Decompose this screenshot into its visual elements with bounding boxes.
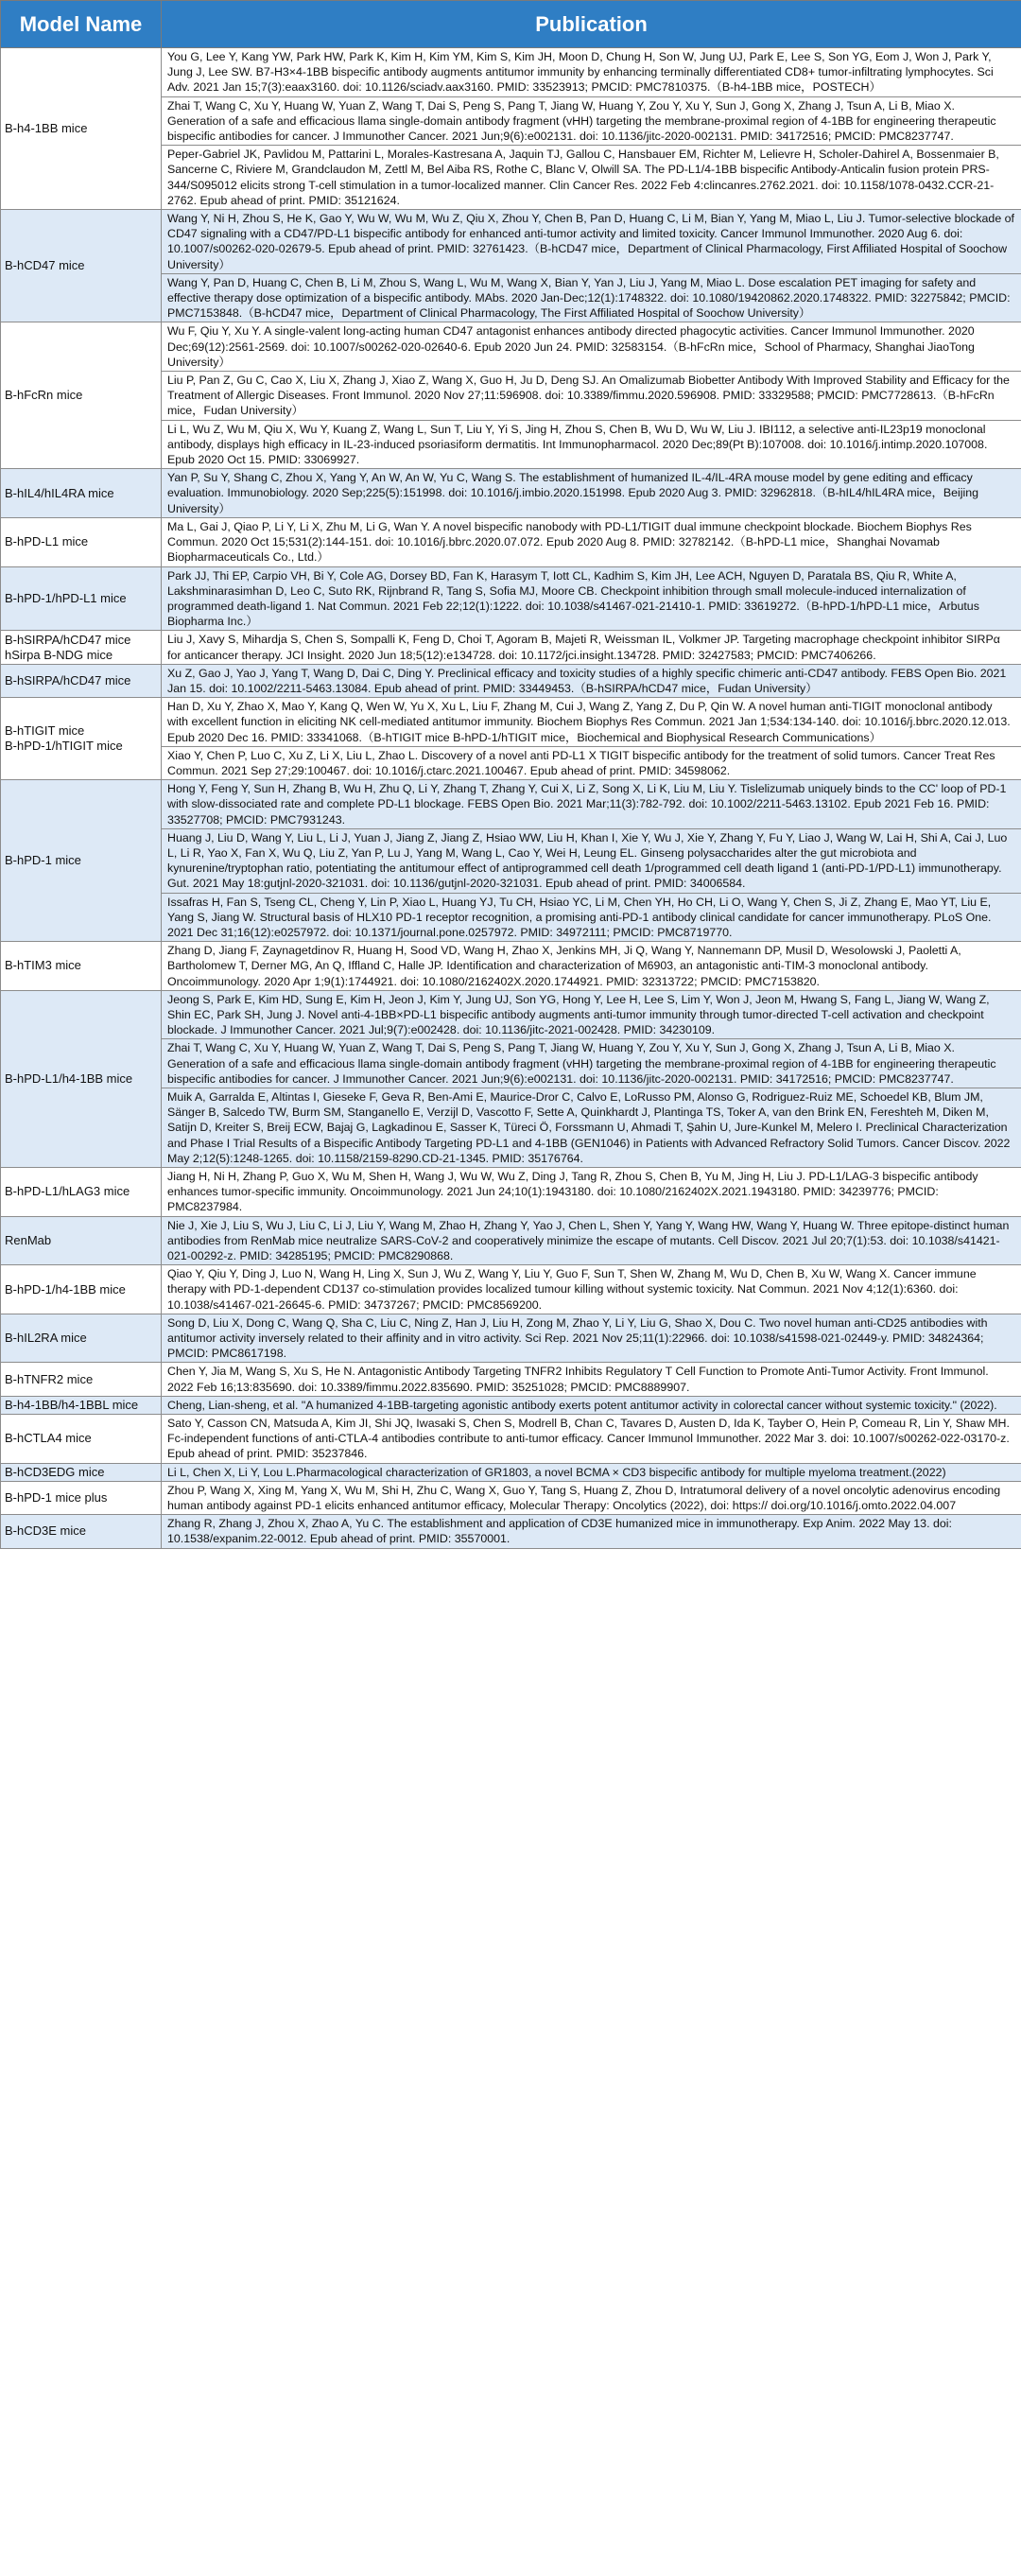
model-name-cell: B-hPD-L1/hLAG3 mice <box>1 1168 162 1217</box>
table-row <box>1 469 1021 518</box>
table-row <box>1 210 1021 274</box>
table-row <box>1 1396 1021 1414</box>
header-row <box>1 1 1021 48</box>
model-name-cell: B-hTIM3 mice <box>1 942 162 991</box>
model-name-cell: B-hIL2RA mice <box>1 1314 162 1363</box>
publication-cell: Cheng, Lian-sheng, et al. "A humanized 4-1BB-targeting agonistic antibody exerts potent antitumor activity in colorectal cancer without systemic toxicity." (2022). <box>162 1396 1021 1414</box>
publication-cell: Song D, Liu X, Dong C, Wang Q, Sha C, Liu C, Ning Z, Han J, Liu H, Zong M, Zhao Y, Li Y, Liu G, Shao X, Dou C. Two novel human anti-CD25 antibodies with antitumor activity inversely related to their affinity and in vitro activity. Sci Rep. 2021 Nov 25;11(1):22966. doi: 10.1038/s41598-021-02449-y. PMID: 34824364; PMCID: PMC8617198. <box>162 1314 1021 1363</box>
table-row <box>1 1216 1021 1265</box>
model-name-cell: B-hPD-1 mice <box>1 780 162 942</box>
publication-cell: Huang J, Liu D, Wang Y, Liu L, Li J, Yuan J, Jiang Z, Jiang Z, Hsiao WW, Liu H, Khan I, Xie Y, Wu J, Xie Y, Zhang Y, Fu Y, Liao J, Wang W, Lai H, Shi A, Cai J, Luo L, Li R, Yao X, Fan X, Wu Q, Liu Z, Yan P, Lu J, Yang M, Wang L, Cao Y, Wei H, Leung EL. Ginseng polysaccharides alter the gut microbiota and kynurenine/tryptophan ratio, potentiating the antitumour effect of antiprogrammed cell death 1/programmed cell death ligand 1 (anti-PD-1/PD-L1) immunotherapy. Gut. 2021 May 18:gutjnl-2020-321031. doi: 10.1136/gutjnl-2020-321031. Epub ahead of print. PMID: 34006584. <box>162 828 1021 893</box>
publication-cell: Nie J, Xie J, Liu S, Wu J, Liu C, Li J, Liu Y, Wang M, Zhao H, Zhang Y, Yao J, Chen L, Shen Y, Yang Y, Wang HW, Wang Y, Huang W. Three epitope-distinct human antibodies from RenMab mice neutralize SARS-CoV-2 and cooperatively minimize the escape of mutants. Cell Discov. 2021 Jul 20;7(1):53. doi: 10.1038/s41421-021-00292-z. PMID: 34285195; PMCID: PMC8290868. <box>162 1216 1021 1265</box>
table-row <box>1 566 1021 631</box>
publication-cell: Li L, Wu Z, Wu M, Qiu X, Wu Y, Kuang Z, Wang L, Sun T, Liu Y, Yi S, Jing H, Zhou S, Chen B, Wu D, Wu W, Liu J. IBI112, a selective anti-IL23p19 monoclonal antibody, displays high efficacy in IL-23-induced psoriasiform dermatitis. Int Immunopharmacol. 2020 Dec;89(Pt B):107008. doi: 10.1016/j.intimp.2020.107008. Epub 2020 Oct 15. PMID: 33069927. <box>162 420 1021 469</box>
table-row <box>1 1265 1021 1314</box>
table-row <box>1 698 1021 747</box>
publication-cell: Park JJ, Thi EP, Carpio VH, Bi Y, Cole AG, Dorsey BD, Fan K, Harasym T, Iott CL, Kadhim S, Kim JH, Lee ACH, Nguyen D, Paratala BS, Qiu R, White A, Lakshminarasimhan D, Leo C, Suto RK, Rijnbrand R, Tang S, Sofia MJ, Moore CB. Checkpoint inhibition through small molecule-induced internalization of programmed death-ligand 1. Nat Commun. 2021 Feb 22;12(1):1222. doi: 10.1038/s41467-021-21410-1. PMID: 33619272.（B-hPD-1/hPD-L1 mice，Arbutus Biopharma Inc.） <box>162 566 1021 631</box>
model-name-cell: B-hPD-L1 mice <box>1 517 162 566</box>
model-name-cell: B-hPD-1/hPD-L1 mice <box>1 566 162 631</box>
publication-cell: Chen Y, Jia M, Wang S, Xu S, He N. Antagonistic Antibody Targeting TNFR2 Inhibits Regulatory T Cell Function to Promote Anti-Tumor Activity. Front Immunol. 2022 Feb 16;13:835690. doi: 10.3389/fimmu.2022.835690. PMID: 35251028; PMCID: PMC8889907. <box>162 1363 1021 1396</box>
table-row <box>1 990 1021 1039</box>
table-row <box>1 942 1021 991</box>
table-row <box>1 1363 1021 1396</box>
model-name-cell: B-hTNFR2 mice <box>1 1363 162 1396</box>
publication-cell: Liu P, Pan Z, Gu C, Cao X, Liu X, Zhang J, Xiao Z, Wang X, Guo H, Ju D, Deng SJ. An Omalizumab Biobetter Antibody With Improved Stability and Efficacy for the Treatment of Allergic Diseases. Front Immunol. 2020 Nov 27;11:596908. doi: 10.3389/fimmu.2020.596908. PMID: 33329588; PMCID: PMC7728613.（B-hFcRn mice，Fudan University） <box>162 372 1021 421</box>
model-name-cell: B-hIL4/hIL4RA mice <box>1 469 162 518</box>
model-name-cell: B-hPD-1/h4-1BB mice <box>1 1265 162 1314</box>
table-row <box>1 1314 1021 1363</box>
publication-cell: Hong Y, Feng Y, Sun H, Zhang B, Wu H, Zhu Q, Li Y, Zhang T, Zhang Y, Cui X, Li Z, Song X, Li K, Liu M, Liu Y. Tislelizumab uniquely binds to the CC' loop of PD-1 with slow-dissociated rate and complete PD-L1 blockage. FEBS Open Bio. 2021 Mar;11(3):782-792. doi: 10.1002/2211-5463.13102. Epub 2021 Feb 16. PMID: 33527708; PMCID: PMC7931243. <box>162 780 1021 829</box>
model-name-cell: B-hSIRPA/hCD47 mice <box>1 664 162 697</box>
publication-cell: Wang Y, Pan D, Huang C, Chen B, Li M, Zhou S, Wang L, Wu M, Wang X, Bian Y, Yan J, Liu J, Yang M, Miao L. Dose escalation PET imaging for safety and effective therapy dose optimization of a bispecific antibody. MAbs. 2020 Jan-Dec;12(1):1748322. doi: 10.1080/19420862.2020.1748322. PMID: 32275842; PMCID: PMC7153848.（B-hCD47 mice，Department of Clinical Pharmacology, The First Affiliated Hospital of Soochow University） <box>162 273 1021 322</box>
publication-cell: Qiao Y, Qiu Y, Ding J, Luo N, Wang H, Ling X, Sun J, Wu Z, Wang Y, Liu Y, Guo F, Sun T, Shen W, Zhang M, Wu D, Chen B, Xu W, Wang X. Cancer immune therapy with PD-1-dependent CD137 co-stimulation provides localized tumour killing without systemic toxicity. Nat Commun. 2021 Nov 4;12(1):6360. doi: 10.1038/s41467-021-26645-6. PMID: 34737267; PMCID: PMC8569200. <box>162 1265 1021 1314</box>
table-row <box>1 517 1021 566</box>
publication-cell: Xiao Y, Chen P, Luo C, Xu Z, Li X, Liu L, Zhao L. Discovery of a novel anti PD-L1 X TIGIT bispecific antibody for the treatment of solid tumors. Cancer Treat Res Commun. 2021 Sep 27;29:100467. doi: 10.1016/j.ctarc.2021.100467. Epub ahead of print. PMID: 34598062. <box>162 746 1021 779</box>
publication-cell: Ma L, Gai J, Qiao P, Li Y, Li X, Zhu M, Li G, Wan Y. A novel bispecific nanobody with PD-L1/TIGIT dual immune checkpoint blockade. Biochem Biophys Res Commun. 2020 Oct 15;531(2):144-151. doi: 10.1016/j.bbrc.2020.07.072. Epub 2020 Aug 8. PMID: 32782142.（B-hPD-L1 mice，Shanghai Novamab Biopharmaceuticals Co., Ltd.） <box>162 517 1021 566</box>
model-name-header: Model Name <box>1 1 162 48</box>
table-row <box>1 48 1021 97</box>
publication-cell: Sato Y, Casson CN, Matsuda A, Kim JI, Shi JQ, Iwasaki S, Chen S, Modrell B, Chan C, Tavares D, Austen D, Ida K, Tayber O, Hein P, Comeau R, Lin Y, Shaw MH. Fc-independent functions of anti-CTLA-4 antibodies contribute to anti-tumor efficacy. Cancer Immunol Immunother. 2022 Mar 3. doi: 10.1007/s00262-022-03170-z. Epub ahead of print. PMID: 35237846. <box>162 1415 1021 1464</box>
publication-header: Publication <box>162 1 1021 48</box>
publication-cell: Wang Y, Ni H, Zhou S, He K, Gao Y, Wu W, Wu M, Wu Z, Qiu X, Zhou Y, Chen B, Pan D, Huang C, Li M, Bian Y, Yang M, Miao L, Liu J. Tumor-selective blockade of CD47 signaling with a CD47/PD-L1 bispecific antibody for enhanced anti-tumor activity and limited toxicity. Cancer Immunol Immunother. 2020 Aug 6. doi: 10.1007/s00262-020-02679-5. Epub ahead of print. PMID: 32761423.（B-hCD47 mice，Department of Clinical Pharmacology, First Affiliated Hospital of Soochow University） <box>162 210 1021 274</box>
publication-cell: Zhai T, Wang C, Xu Y, Huang W, Yuan Z, Wang T, Dai S, Peng S, Pang T, Jiang W, Huang Y, Zou Y, Xu Y, Sun J, Gong X, Zhang J, Tsun A, Li B, Miao X. Generation of a safe and efficacious llama single-domain antibody fragment (vHH) targeting the membrane-proximal region of 4-1BB for engineering therapeutic bispecific antibodies for cancer. J Immunother Cancer. 2021 Jun;9(6):e002131. doi: 10.1136/jitc-2020-002131. PMID: 34172516; PMCID: PMC8237747. <box>162 96 1021 146</box>
model-name-cell: B-hCD3EDG mice <box>1 1463 162 1481</box>
publication-cell: You G, Lee Y, Kang YW, Park HW, Park K, Kim H, Kim YM, Kim S, Kim JH, Moon D, Chung H, Son W, Jung UJ, Park E, Lee S, Son YG, Eom J, Won J, Park Y, Jung J, Lee SW. B7-H3×4-1BB bispecific antibody augments antitumor immunity by enhancing terminally differentiated CD8+ tumor-infiltrating lymphocytes. Sci Adv. 2021 Jan 15;7(3):eaax3160. doi: 10.1126/sciadv.aax3160. PMID: 33523913; PMCID: PMC7810375.（B-h4-1BB mice，POSTECH） <box>162 48 1021 97</box>
publication-cell: Muik A, Garralda E, Altintas I, Gieseke F, Geva R, Ben-Ami E, Maurice-Dror C, Calvo E, LoRusso PM, Alonso G, Rodriguez-Ruiz ME, Schoedel KB, Blum JM, Sänger B, Salcedo TW, Burm SM, Stanganello E, Verzijl D, Vascotto F, Sette A, Quinkhardt J, Plantinga TS, Toker A, van den Brink EN, Fereshteh M, Diken M, Satijn D, Kreiter S, Breij ECW, Bajaj G, Lagkadinou E, Sasser K, Türeci Ö, Forssmann U, Ahmadi T, Şahin U, Jure-Kunkel M, Melero I. Preclinical Characterization and Phase I Trial Results of a Bispecific Antibody Targeting PD-L1 and 4-1BB (GEN1046) in Patients with Advanced Refractory Solid Tumors. Cancer Discov. 2022 May 2;12(5):1248-1265. doi: 10.1158/2159-8290.CD-21-1345. PMID: 35176764. <box>162 1088 1021 1168</box>
model-name-cell: B-hSIRPA/hCD47 mice hSirpa B-NDG mice <box>1 631 162 664</box>
model-name-cell: B-hFcRn mice <box>1 322 162 469</box>
publication-cell: Jeong S, Park E, Kim HD, Sung E, Kim H, Jeon J, Kim Y, Jung UJ, Son YG, Hong Y, Lee H, Lee S, Lim Y, Won J, Jeon M, Hwang S, Fang L, Jiang W, Wang Z, Shin EC, Park SH, Jung J. Novel anti-4-1BB×PD-L1 bispecific antibody augments anti-tumor immunity through tumor-directed T-cell activation and checkpoint blockade. J Immunother Cancer. 2021 Jul;9(7):e002428. doi: 10.1136/jitc-2021-002428. PMID: 34230109. <box>162 990 1021 1039</box>
publication-cell: Zhai T, Wang C, Xu Y, Huang W, Yuan Z, Wang T, Dai S, Peng S, Pang T, Jiang W, Huang Y, Zou Y, Xu Y, Sun J, Gong X, Zhang J, Tsun A, Li B, Miao X. Generation of a safe and efficacious llama single-domain antibody fragment (vHH) targeting the membrane-proximal region of 4-1BB for engineering therapeutic bispecific antibodies for cancer. J Immunother Cancer. 2021 Jun;9(6):e002131. doi: 10.1136/jitc-2020-002131. PMID: 34172516; PMCID: PMC8237747. <box>162 1039 1021 1088</box>
publication-cell: Zhang R, Zhang J, Zhou X, Zhao A, Yu C. The establishment and application of CD3E humanized mice in immunotherapy. Exp Anim. 2022 May 13. doi: 10.1538/expanim.22-0012. Epub ahead of print. PMID: 35570001. <box>162 1515 1021 1548</box>
publication-cell: Xu Z, Gao J, Yao J, Yang T, Wang D, Dai C, Ding Y. Preclinical efficacy and toxicity studies of a highly specific chimeric anti-CD47 antibody. FEBS Open Bio. 2021 Jan 15. doi: 10.1002/2211-5463.13084. Epub ahead of print. PMID: 33449453.（B-hSIRPA/hCD47 mice，Fudan University） <box>162 664 1021 697</box>
table-body <box>1 48 1021 1549</box>
publication-cell: Li L, Chen X, Li Y, Lou L.Pharmacological characterization of GR1803, a novel BCMA × CD3 bispecific antibody for multiple myeloma treatment.(2022) <box>162 1463 1021 1481</box>
model-name-cell: B-hPD-1 mice plus <box>1 1481 162 1514</box>
model-name-cell: B-h4-1BB/h4-1BBL mice <box>1 1396 162 1414</box>
model-name-cell: RenMab <box>1 1216 162 1265</box>
table-row <box>1 322 1021 372</box>
table-row <box>1 631 1021 664</box>
table-row <box>1 780 1021 829</box>
model-name-cell: B-hCTLA4 mice <box>1 1415 162 1464</box>
model-name-cell: B-h4-1BB mice <box>1 48 162 210</box>
publication-cell: Han D, Xu Y, Zhao X, Mao Y, Kang Q, Wen W, Yu X, Xu L, Liu F, Zhang M, Cui J, Wang Z, Yang Z, Du P, Qin W. A novel human anti-TIGIT monoclonal antibody with excellent function in eliciting NK cell-mediated antitumor immunity. Biochem Biophys Res Commun. 2021 Jan 1;534:134-140. doi: 10.1016/j.bbrc.2020.12.013. Epub 2020 Dec 16. PMID: 33341068.（B-hTIGIT mice B-hPD-1/hTIGIT mice，Biochemical and Biophysical Research Communications） <box>162 698 1021 747</box>
table-row <box>1 664 1021 697</box>
publication-cell: Jiang H, Ni H, Zhang P, Guo X, Wu M, Shen H, Wang J, Wu W, Wu Z, Ding J, Tang R, Zhou S, Chen B, Yu M, Jing H, Liu J. PD-L1/LAG-3 bispecific antibody enhances tumor-specific immunity. Oncoimmunology. 2021 Jun 24;10(1):1943180. doi: 10.1080/2162402X.2021.1943180. PMID: 34239776; PMCID: PMC8237984. <box>162 1168 1021 1217</box>
model-name-cell: B-hTIGIT mice B-hPD-1/hTIGIT mice <box>1 698 162 780</box>
model-name-cell: B-hCD3E mice <box>1 1515 162 1548</box>
model-name-cell: B-hPD-L1/h4-1BB mice <box>1 990 162 1167</box>
publication-cell: Yan P, Su Y, Shang C, Zhou X, Yang Y, An W, An W, Yu C, Wang S. The establishment of humanized IL-4/IL-4RA mouse model by gene editing and efficacy evaluation. Immunobiology. 2020 Sep;225(5):151998. doi: 10.1016/j.imbio.2020.151998. Epub 2020 Aug 3. PMID: 32962818.（B-hIL4/hIL4RA mice，Beijing University） <box>162 469 1021 518</box>
publication-cell: Issafras H, Fan S, Tseng CL, Cheng Y, Lin P, Xiao L, Huang YJ, Tu CH, Hsiao YC, Li M, Chen YH, Ho CH, Li O, Wang Y, Chen S, Ji Z, Zhang E, Mao YT, Liu E, Yang S, Jiang W. Structural basis of HLX10 PD-1 receptor recognition, a promising anti-PD-1 antibody clinical candidate for cancer immunotherapy. PLoS One. 2021 Dec 31;16(12):e0257972. doi: 10.1371/journal.pone.0257972. PMID: 34972111; PMCID: PMC8719770. <box>162 893 1021 942</box>
table-row <box>1 1415 1021 1464</box>
table-row <box>1 1168 1021 1217</box>
table-row <box>1 1481 1021 1514</box>
table-row <box>1 1515 1021 1548</box>
table-row <box>1 1463 1021 1481</box>
publication-cell: Liu J, Xavy S, Mihardja S, Chen S, Sompalli K, Feng D, Choi T, Agoram B, Majeti R, Weissman IL, Volkmer JP. Targeting macrophage checkpoint inhibitor SIRPα for anticancer therapy. JCI Insight. 2020 Jun 18;5(12):e134728. doi: 10.1172/jci.insight.134728. PMID: 32427583; PMCID: PMC7406266. <box>162 631 1021 664</box>
publication-cell: Zhou P, Wang X, Xing M, Yang X, Wu M, Shi H, Zhu C, Wang X, Guo Y, Tang S, Huang Z, Zhou D, Intratumoral delivery of a novel oncolytic adenovirus encoding human antibody against PD-1 elicits enhanced antitumor efficacy, Molecular Therapy: Oncolytics (2022), doi: https:// doi.org/10.1016/j.omto.2022.04.007 <box>162 1481 1021 1514</box>
publication-cell: Peper-Gabriel JK, Pavlidou M, Pattarini L, Morales-Kastresana A, Jaquin TJ, Gallou C, Hansbauer EM, Richter M, Lelievre H, Scholer-Dahirel A, Bossenmaier B, Sancerne C, Riviere M, Grandclaudon M, Zettl M, Bel Aiba RS, Rothe C, Blanc V, Olwill SA. The PD-L1/4-1BB bispecific Antibody-Anticalin fusion protein PRS-344/S095012 elicits strong T-cell stimulation in a tumor-localized manner. Clin Cancer Res. 2022 Feb 4:clincanres.2762.2021. doi: 10.1158/1078-0432.CCR-21-2762. Epub ahead of print. PMID: 35121624. <box>162 146 1021 210</box>
publication-cell: Zhang D, Jiang F, Zaynagetdinov R, Huang H, Sood VD, Wang H, Zhao X, Jenkins MH, Ji Q, Wang Y, Nannemann DP, Musil D, Wesolowski J, Paoletti A, Bartholomew T, Derner MG, An Q, Iffland C, Halle JP. Identification and characterization of M6903, an antagonistic anti-TIM-3 monoclonal antibody. Oncoimmunology. 2020 Apr 1;9(1):1744921. doi: 10.1080/2162402X.2020.1744921. PMID: 32313722; PMCID: PMC7153820. <box>162 942 1021 991</box>
model-name-cell: B-hCD47 mice <box>1 210 162 322</box>
publication-cell: Wu F, Qiu Y, Xu Y. A single-valent long-acting human CD47 antagonist enhances antibody directed phagocytic activities. Cancer Immunol Immunother. 2020 Dec;69(12):2561-2569. doi: 10.1007/s00262-020-02640-6. Epub 2020 Jun 24. PMID: 32583154.（B-hFcRn mice，School of Pharmacy, Shanghai JiaoTong University） <box>162 322 1021 372</box>
